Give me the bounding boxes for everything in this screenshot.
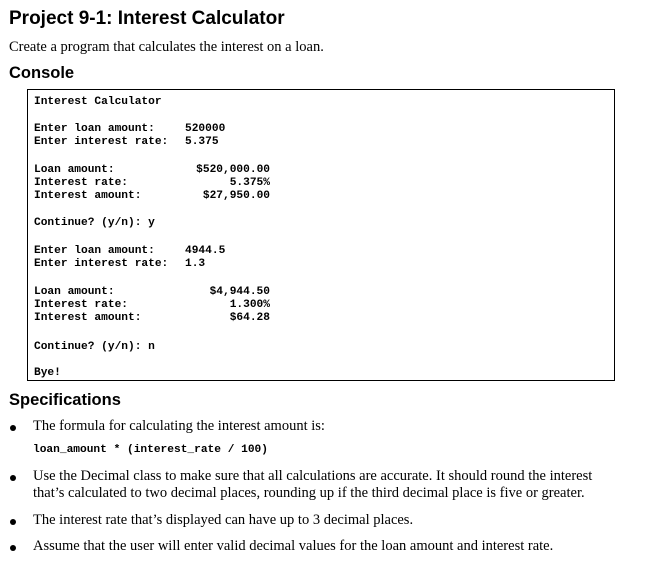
enter-rate-label: Enter interest rate: — [34, 136, 169, 148]
enter-rate-label: Enter interest rate: — [34, 258, 169, 270]
bye-message: Bye! — [34, 367, 61, 379]
loan-amount-label: Loan amount: — [34, 164, 115, 176]
interest-amount-label: Interest amount: — [34, 190, 142, 202]
console-header: Interest Calculator — [34, 96, 162, 108]
spec-text: The interest rate that’s displayed can have up to 3 decimal places. — [33, 512, 414, 528]
bullet-icon — [10, 545, 16, 551]
formula-code: loan_amount * (interest_rate / 100) — [33, 444, 268, 456]
interest-rate-label: Interest rate: — [34, 177, 128, 189]
enter-loan-label: Enter loan amount: — [34, 245, 155, 257]
spec-text: The formula for calculating the interest amount is: — [33, 418, 325, 434]
enter-loan-label: Enter loan amount: — [34, 123, 155, 135]
loan-amount-label: Loan amount: — [34, 286, 115, 298]
console-output-box — [27, 89, 615, 381]
bullet-icon — [10, 475, 16, 481]
interest-amount-label: Interest amount: — [34, 312, 142, 324]
continue-prompt: Continue? (y/n): y — [34, 217, 155, 229]
enter-rate-value: 5.375 — [185, 136, 219, 148]
interest-amount-value: $27,950.00 — [202, 190, 270, 202]
enter-loan-value: 4944.5 — [185, 245, 226, 257]
continue-prompt: Continue? (y/n): n — [34, 341, 155, 353]
bullet-icon — [10, 519, 16, 525]
page-title: Project 9-1: Interest Calculator — [9, 8, 285, 29]
interest-rate-value: 1.300% — [229, 299, 270, 311]
spec-text: Use the Decimal class to make sure that all calculations are accurate. It should round the interest that’s calculated to two decimal places, rounding up if the third decimal place is five or greater. — [33, 468, 593, 501]
bullet-icon — [10, 425, 16, 431]
loan-amount-value: $4,944.50 — [209, 286, 270, 298]
intro-text: Create a program that calculates the interest on a loan. — [9, 39, 324, 55]
loan-amount-value: $520,000.00 — [196, 164, 270, 176]
specifications-heading: Specifications — [9, 391, 121, 409]
enter-rate-value: 1.3 — [185, 258, 206, 270]
console-heading: Console — [9, 64, 75, 82]
interest-amount-value: $64.28 — [229, 312, 270, 324]
interest-rate-label: Interest rate: — [34, 299, 128, 311]
spec-text: Assume that the user will enter valid decimal values for the loan amount and interest rate. — [33, 538, 554, 554]
interest-rate-value: 5.375% — [229, 177, 270, 189]
enter-loan-value: 520000 — [185, 123, 226, 135]
